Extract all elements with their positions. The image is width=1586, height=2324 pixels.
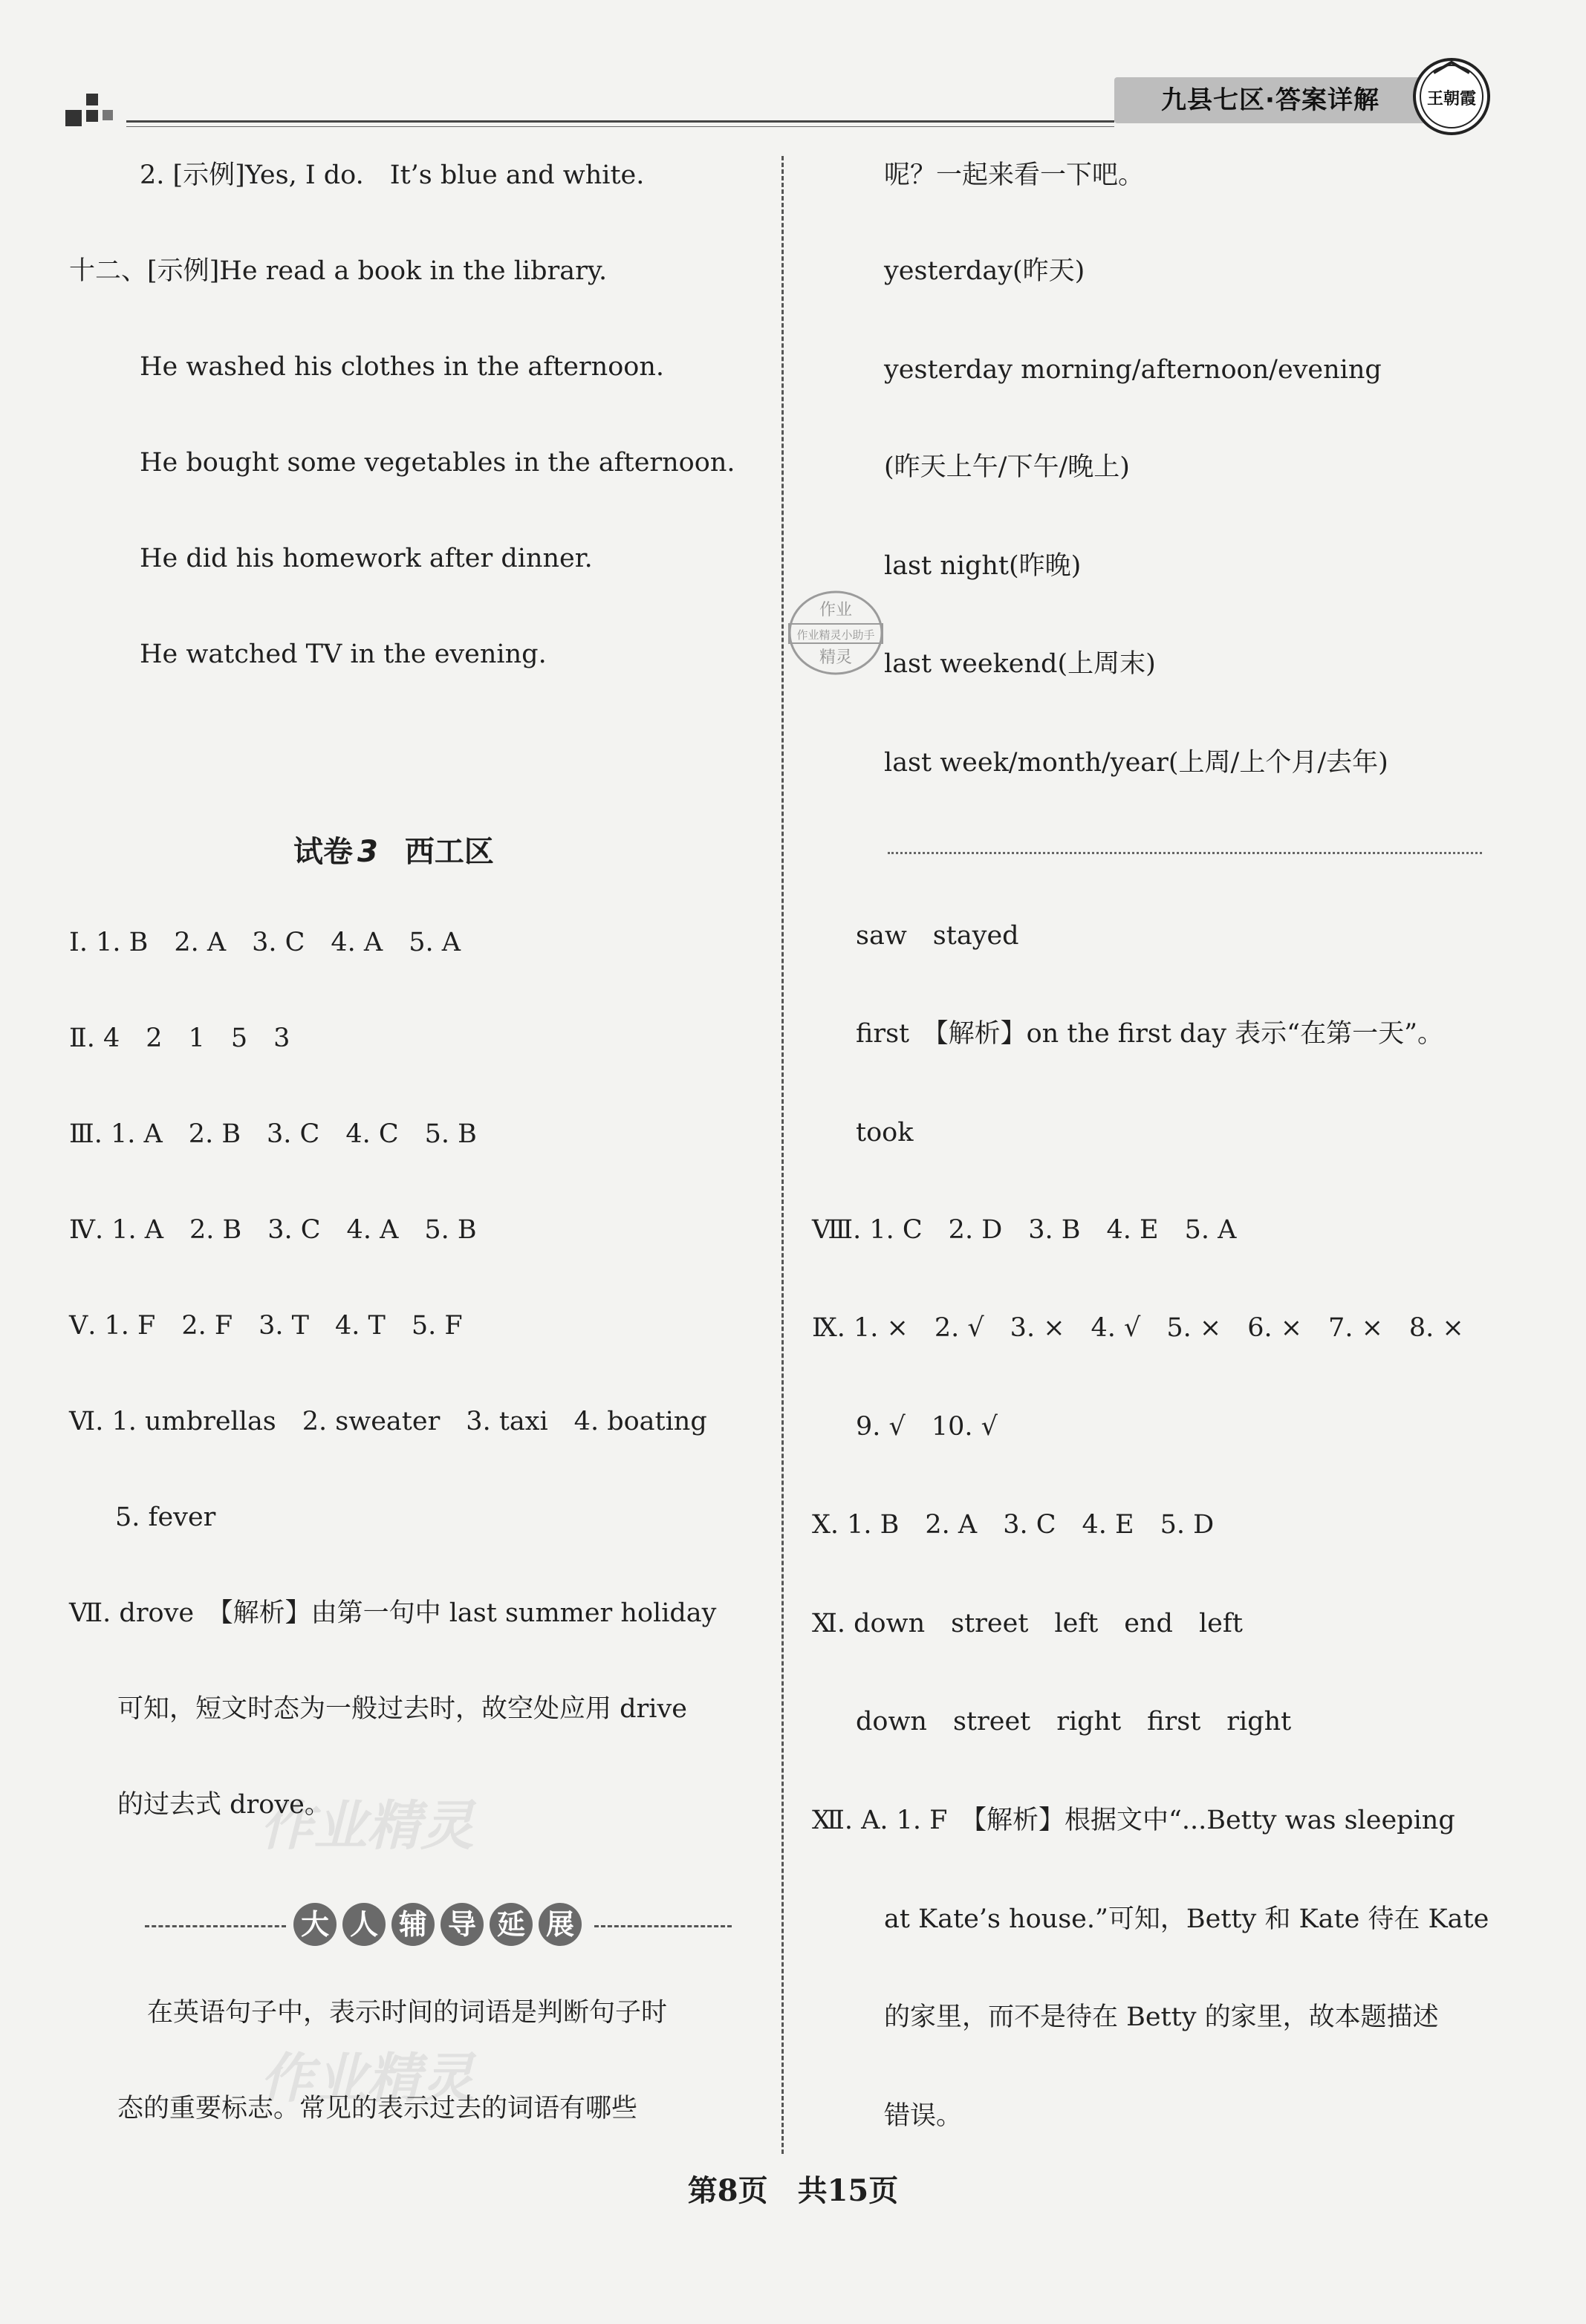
answer-I: Ⅰ. 1. B 2. A 3. C 4. A 5. A [69,928,461,957]
answer-VII: Ⅶ. drove 【解析】由第一句中 last summer holiday [69,1598,717,1628]
answer-XI-cont: down street right first right [856,1707,1292,1737]
banner-rule-left [145,1925,286,1927]
stamp-line-2: 作业精灵小助手 [796,628,875,642]
left-line-5: He did his homework after dinner. [140,544,593,573]
left-line-6: He watched TV in the evening. [140,639,547,669]
banner-extension [293,1903,588,1949]
right-line-4: (昨天上午/下午/晚上) [884,452,1130,482]
answer-VIII: Ⅷ. 1. C 2. D 3. B 4. E 5. A [812,1215,1237,1245]
right-line-2: yesterday(昨天) [884,256,1085,286]
answer-V: Ⅴ. 1. F 2. F 3. T 4. T 5. F [69,1311,463,1341]
section-separator [888,852,1482,854]
publisher-logo-icon [1411,56,1492,137]
answer-IX: Ⅸ. 1. × 2. √ 3. × 4. √ 5. × 6. × 7. × 8. × [812,1313,1464,1343]
watermark-2: 作业精灵 [260,2047,475,2109]
watermark-1: 作业精灵 [260,1794,475,1857]
right-line-5: last night(昨晚) [884,551,1082,581]
header-rule-thin [126,126,1114,127]
left-line-3: He washed his clothes in the afternoon. [140,352,665,382]
stamp-line-3: 精灵 [819,648,853,667]
stamp-line-1: 作业 [819,601,853,619]
answer-VII-cont-1: 可知，短文时态为一般过去时，故空处应用 drive [117,1694,687,1724]
banner-rule-right [594,1925,732,1927]
answer-XII-cont-3: 错误。 [884,2101,963,2131]
extension-para-1: 在英语句子中，表示时间的词语是判断句子时 [147,1998,668,2028]
right-line-7: last week/month/year(上周/上个月/去年) [884,748,1388,778]
answer-VI-cont: 5. fever [115,1503,216,1532]
answer-XII-cont-1: at Kate’s house.”可知，Betty 和 Kate 待在 Kate [884,1904,1489,1934]
answer-IX-cont: 9. √ 10. √ [856,1412,998,1442]
logo-text: 王朝霞 [1426,90,1477,108]
banner-char: 导 [441,1903,484,1946]
left-line-4: He bought some vegetables in the afternoon. [140,448,735,478]
extension-para-2: 态的重要标志。常见的表示过去的词语有哪些 [117,2094,638,2123]
answer-XI: Ⅺ. down street left end left [812,1609,1243,1638]
section-title-place: 西工区 [404,835,494,869]
answer-XII: Ⅻ. A. 1. F 【解析】根据文中“...Betty was sleeping [812,1806,1455,1835]
banner-char: 人 [342,1903,386,1946]
section-title-label: 试卷 [293,835,353,869]
right-line-9: first 【解析】on the first day 表示“在第一天”。 [856,1019,1443,1049]
banner-char: 展 [539,1903,582,1946]
answer-VI: Ⅵ. 1. umbrellas 2. sweater 3. taxi 4. boating [69,1407,707,1436]
header-rule [126,120,1114,123]
banner-char: 辅 [391,1903,435,1946]
section-title [293,828,494,870]
page-number: 第8页 共15页 [687,2173,899,2208]
left-line-1: 2. [示例]Yes, I do. It’s blue and white. [140,160,645,190]
banner-char: 大 [293,1903,337,1946]
header-decoration [65,88,117,126]
banner-char: 延 [490,1903,533,1946]
right-line-8: saw stayed [856,921,1019,951]
right-line-6: last weekend(上周末) [884,649,1156,679]
homework-stamp-icon [780,579,891,691]
right-line-3: yesterday morning/afternoon/evening [884,355,1382,385]
right-line-1: 呢？一起来看一下吧。 [884,160,1145,190]
column-divider [781,156,784,2154]
right-line-10: took [856,1118,914,1148]
header-title: 九县七区·答案详解 [1114,77,1426,123]
left-line-2: 十二、[示例]He read a book in the library. [69,256,608,286]
answer-X: Ⅹ. 1. B 2. A 3. C 4. E 5. D [812,1510,1215,1540]
section-title-number: 3 [357,835,378,869]
answer-III: Ⅲ. 1. A 2. B 3. C 4. C 5. B [69,1119,477,1149]
answer-IV: Ⅳ. 1. A 2. B 3. C 4. A 5. B [69,1215,477,1245]
answer-VII-cont-2: 的过去式 drove。 [117,1790,331,1820]
answer-XII-cont-2: 的家里，而不是待在 Betty 的家里，故本题描述 [884,2002,1439,2032]
answer-II: Ⅱ. 4 2 1 5 3 [69,1023,290,1053]
